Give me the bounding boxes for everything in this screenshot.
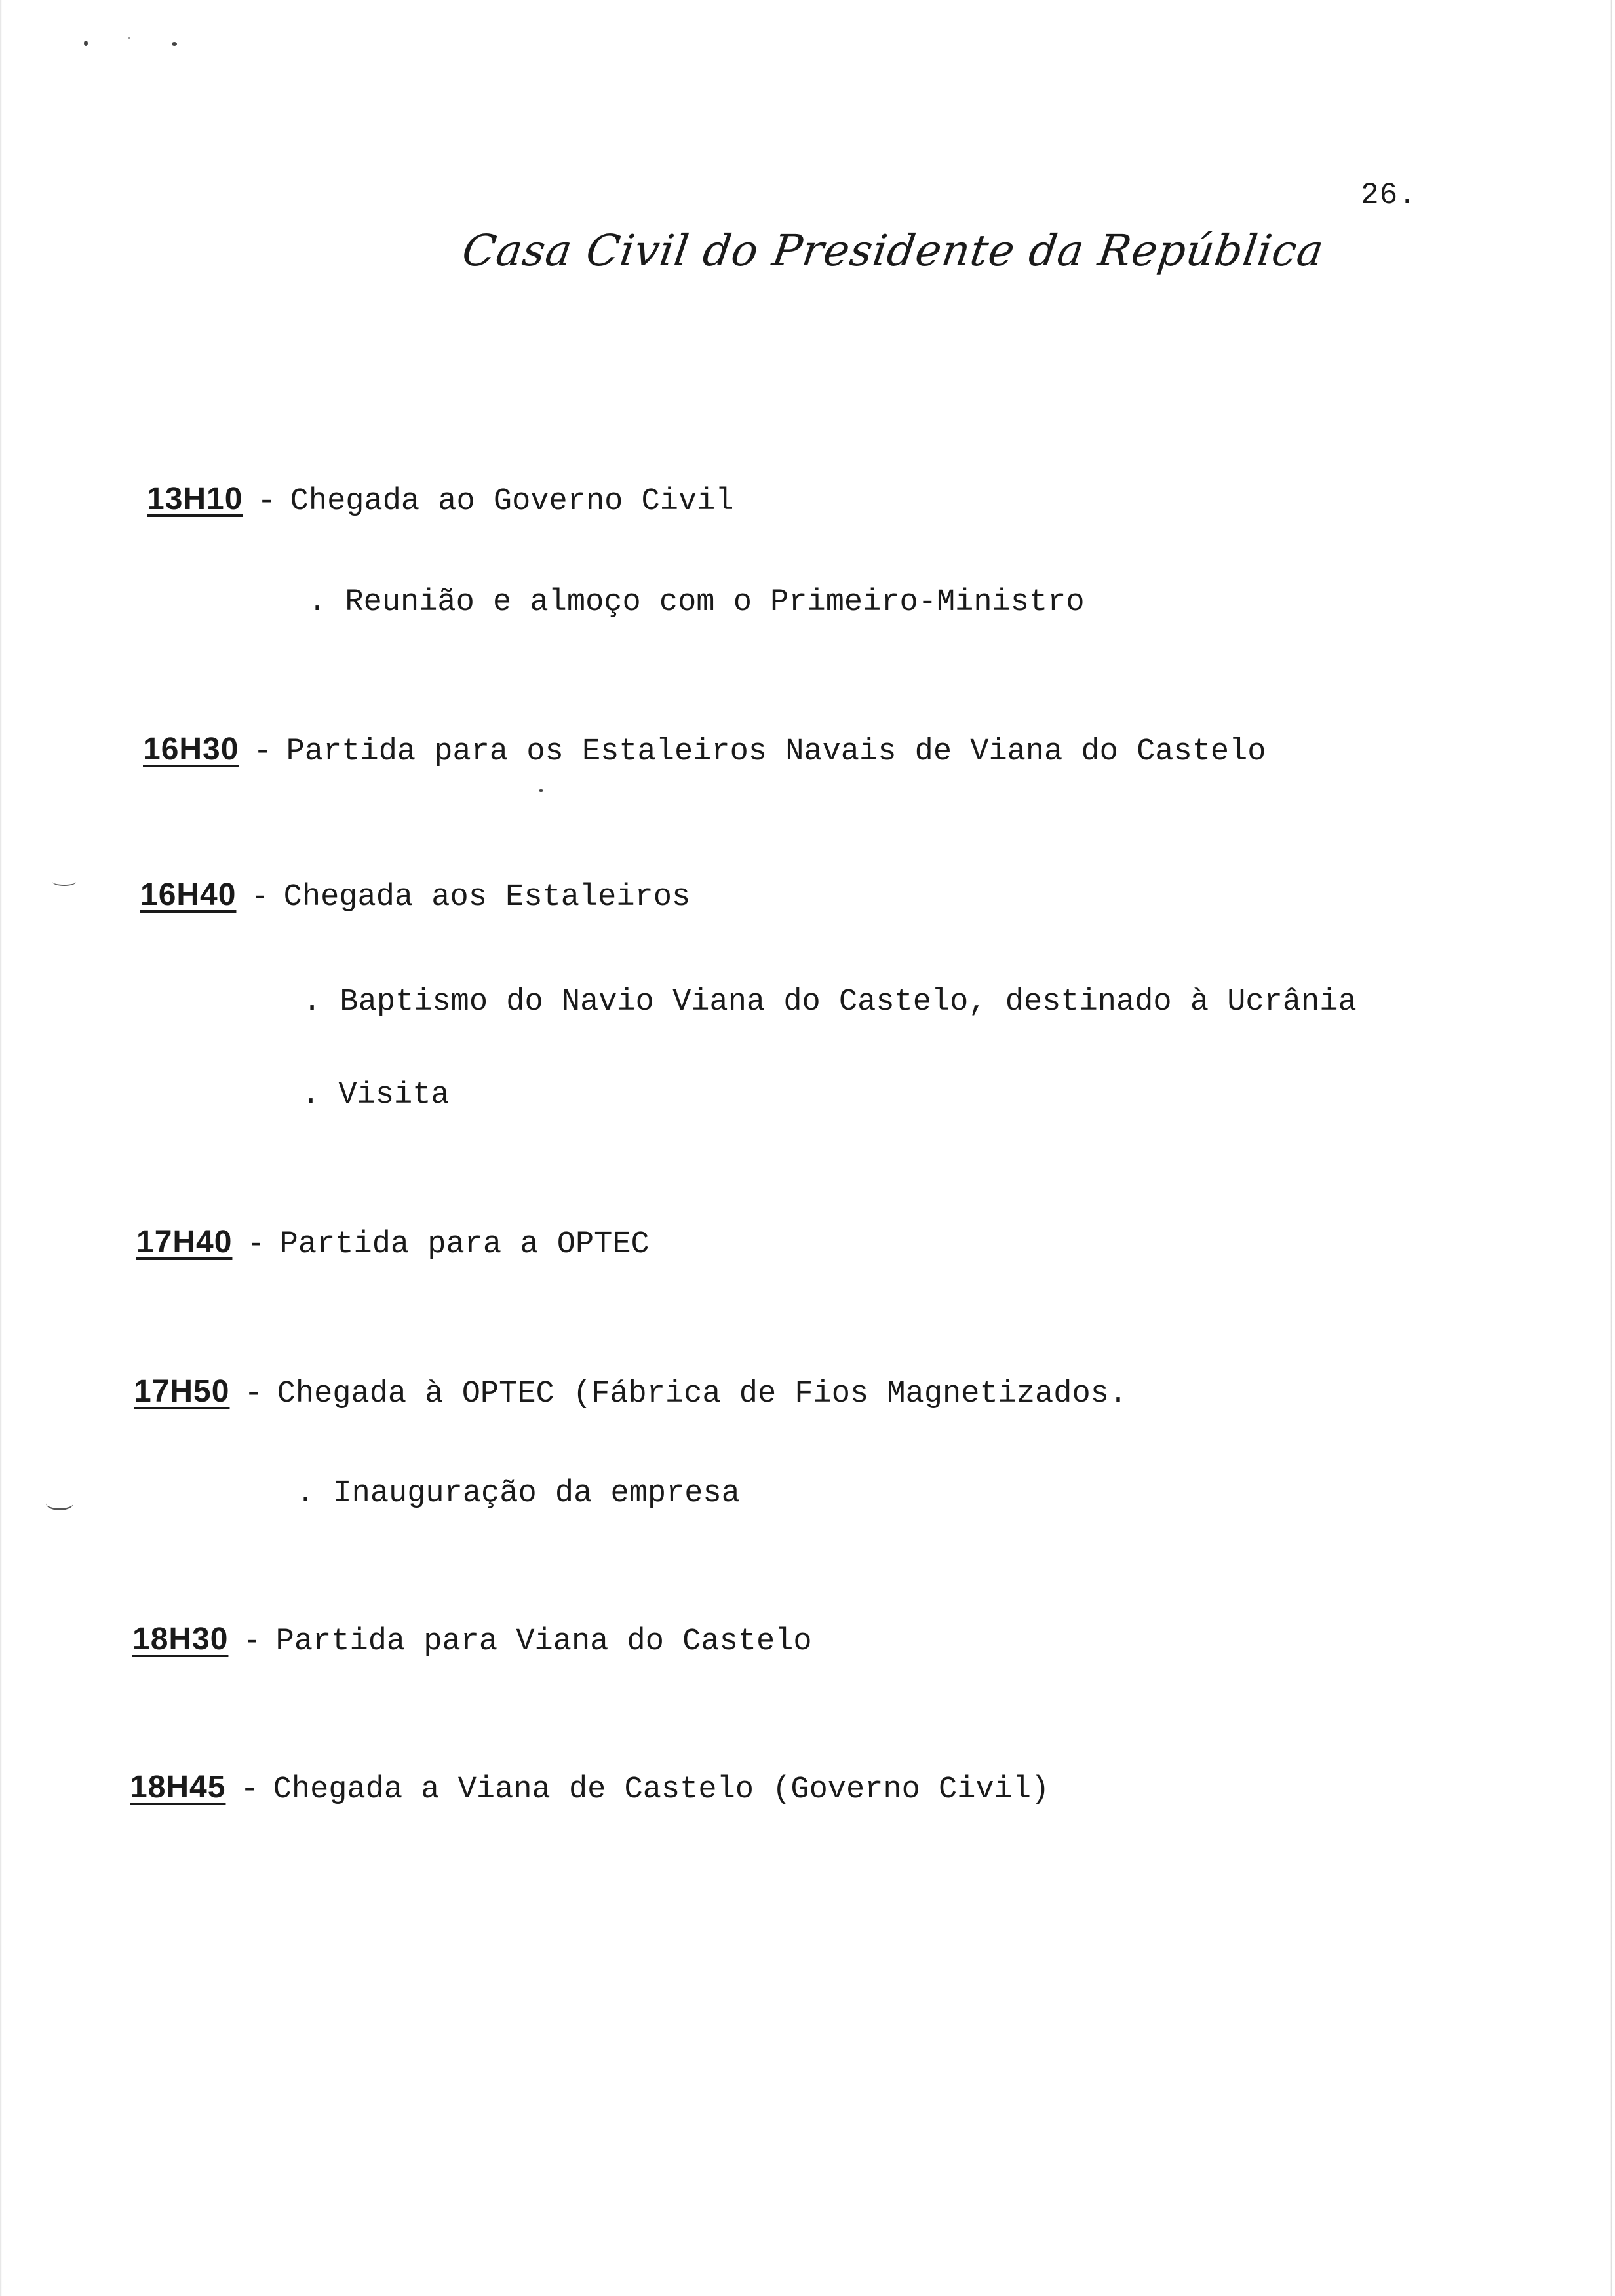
entry-time: 17H50 <box>134 1374 230 1409</box>
entry-text: Chegada a Viana de Castelo (Governo Civil) <box>273 1772 1050 1807</box>
scan-speck <box>128 37 130 39</box>
scan-mark <box>52 878 76 886</box>
schedule-entry <box>134 1376 1127 1409</box>
entry-dash: - <box>240 1772 259 1807</box>
entry-item <box>303 987 1357 1018</box>
entry-dash: - <box>246 1227 265 1262</box>
entry-time: 13H10 <box>147 482 243 516</box>
schedule-entry <box>140 879 690 913</box>
entry-item-text: . Baptismo do Navio Viana do Castelo, destinado à Ucrânia <box>303 985 1357 1020</box>
entry-time: 16H30 <box>143 732 239 767</box>
schedule-entry <box>143 734 1266 767</box>
schedule-entry <box>130 1772 1049 1805</box>
entry-item-text: . Inauguração da empresa <box>296 1476 740 1511</box>
entry-dash: - <box>253 735 272 769</box>
scan-speck <box>172 42 177 46</box>
letterhead: Casa Civil do Presidente da República <box>459 225 1327 276</box>
entry-time: 17H40 <box>136 1225 233 1259</box>
page-edge-left <box>0 0 2 2296</box>
entry-time: 16H40 <box>140 877 237 912</box>
entry-time: 18H30 <box>132 1622 229 1656</box>
entry-text: Chegada ao Governo Civil <box>290 484 734 519</box>
scan-speck <box>539 789 543 792</box>
schedule-entry <box>136 1227 650 1260</box>
entry-dash: - <box>243 1624 262 1659</box>
page-number: 26. <box>1361 178 1417 212</box>
entry-text: Partida para a OPTEC <box>279 1227 650 1262</box>
entry-dash: - <box>244 1377 263 1411</box>
schedule-entry <box>147 484 734 517</box>
schedule-entry <box>132 1624 812 1657</box>
entry-item-text: . Visita <box>302 1078 450 1113</box>
page-edge-right <box>1610 0 1612 2296</box>
entry-text: Partida para Viana do Castelo <box>275 1624 812 1659</box>
scan-speck <box>84 41 88 46</box>
scan-mark <box>46 1497 73 1510</box>
entry-time: 18H45 <box>130 1770 226 1805</box>
entry-dash: - <box>250 880 269 915</box>
entry-text: Chegada à OPTEC (Fábrica de Fios Magnetizados. <box>277 1377 1128 1411</box>
entry-item <box>302 1080 450 1111</box>
entry-item-text: . Reunião e almoço com o Primeiro-Ministro <box>308 585 1085 620</box>
entry-dash: - <box>257 484 276 519</box>
entry-text: Partida para os Estaleiros Navais de Viana do Castelo <box>286 735 1266 769</box>
entry-item <box>296 1478 740 1509</box>
entry-text: Chegada aos Estaleiros <box>283 880 691 915</box>
entry-item <box>308 587 1085 618</box>
